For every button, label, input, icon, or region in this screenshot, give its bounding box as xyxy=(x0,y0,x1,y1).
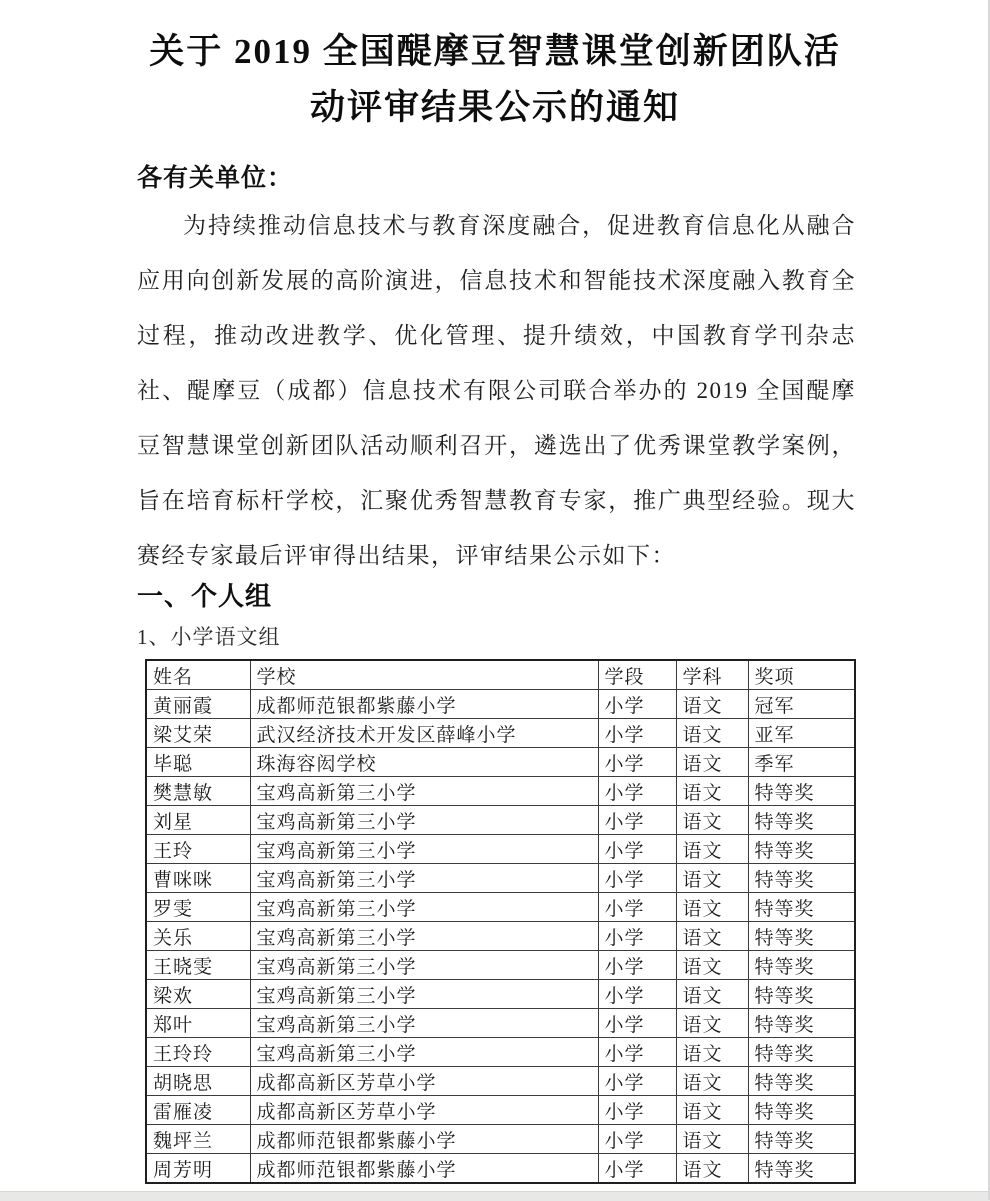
cell-subject: 语文 xyxy=(676,951,748,980)
cell-stage: 小学 xyxy=(598,1154,676,1184)
cell-stage: 小学 xyxy=(598,835,676,864)
cell-award: 冠军 xyxy=(748,690,855,719)
cell-stage: 小学 xyxy=(598,922,676,951)
cell-name: 郑叶 xyxy=(146,1009,250,1038)
cell-award: 特等奖 xyxy=(748,1009,855,1038)
cell-stage: 小学 xyxy=(598,1125,676,1154)
cell-school: 成都师范银都紫藤小学 xyxy=(250,1154,598,1184)
cell-subject: 语文 xyxy=(676,1009,748,1038)
table-row xyxy=(146,922,855,951)
intro-paragraph: 为持续推动信息技术与教育深度融合，促进教育信息化从融合应用向创新发展的高阶演进，信息技术和智能技术深度融入教育全过程，推动改进教学、优化管理、提升绩效，中国教育学刊杂志社、醍摩豆（成都）信息技术有限公司联合举办的 2019 全国醍摩豆智慧课堂创新团队活动顺利召开，遴选出了优秀课堂教学案例，旨在培育标杆学校，汇聚优秀智慧教育专家，推广典型经验。现大赛经专家最后评审得出结果，评审结果公示如下： xyxy=(137,213,856,568)
cell-subject: 语文 xyxy=(676,1125,748,1154)
cell-name: 樊慧敏 xyxy=(146,777,250,806)
salutation: 各有关单位： xyxy=(137,165,294,192)
cell-school: 宝鸡高新第三小学 xyxy=(250,864,598,893)
results-table xyxy=(145,659,856,1184)
column-header-subject: 学科 xyxy=(676,660,748,690)
cell-award: 特等奖 xyxy=(748,777,855,806)
table-row xyxy=(146,748,855,777)
cell-name: 王晓雯 xyxy=(146,951,250,980)
table-row xyxy=(146,835,855,864)
cell-school: 成都师范银都紫藤小学 xyxy=(250,690,598,719)
cell-name: 关乐 xyxy=(146,922,250,951)
cell-stage: 小学 xyxy=(598,806,676,835)
cell-award: 特等奖 xyxy=(748,1125,855,1154)
cell-school: 珠海容闳学校 xyxy=(250,748,598,777)
cell-name: 刘星 xyxy=(146,806,250,835)
cell-subject: 语文 xyxy=(676,719,748,748)
table-row xyxy=(146,1154,855,1184)
cell-school: 宝鸡高新第三小学 xyxy=(250,1009,598,1038)
cell-subject: 语文 xyxy=(676,864,748,893)
cell-subject: 语文 xyxy=(676,1038,748,1067)
cell-award: 特等奖 xyxy=(748,835,855,864)
cell-subject: 语文 xyxy=(676,777,748,806)
cell-stage: 小学 xyxy=(598,777,676,806)
table-row xyxy=(146,1009,855,1038)
cell-name: 黄丽霞 xyxy=(146,690,250,719)
cell-subject: 语文 xyxy=(676,748,748,777)
cell-stage: 小学 xyxy=(598,864,676,893)
table-row xyxy=(146,690,855,719)
table-row xyxy=(146,893,855,922)
cell-stage: 小学 xyxy=(598,1096,676,1125)
cell-name: 周芳明 xyxy=(146,1154,250,1184)
cell-school: 宝鸡高新第三小学 xyxy=(250,951,598,980)
cell-name: 梁艾荣 xyxy=(146,719,250,748)
cell-award: 亚军 xyxy=(748,719,855,748)
cell-award: 特等奖 xyxy=(748,806,855,835)
cell-school: 宝鸡高新第三小学 xyxy=(250,893,598,922)
cell-school: 宝鸡高新第三小学 xyxy=(250,777,598,806)
table-header-row xyxy=(146,660,855,690)
cell-name: 梁欢 xyxy=(146,980,250,1009)
cell-name: 曹咪咪 xyxy=(146,864,250,893)
cell-school: 宝鸡高新第三小学 xyxy=(250,922,598,951)
cell-award: 特等奖 xyxy=(748,1038,855,1067)
cell-stage: 小学 xyxy=(598,748,676,777)
cell-name: 胡晓思 xyxy=(146,1067,250,1096)
cell-award: 特等奖 xyxy=(748,893,855,922)
document-title xyxy=(95,24,895,136)
cell-award: 特等奖 xyxy=(748,1067,855,1096)
cell-name: 魏坪兰 xyxy=(146,1125,250,1154)
cell-stage: 小学 xyxy=(598,1038,676,1067)
cell-name: 王玲玲 xyxy=(146,1038,250,1067)
cell-school: 成都师范银都紫藤小学 xyxy=(250,1125,598,1154)
cell-subject: 语文 xyxy=(676,1067,748,1096)
column-header-stage: 学段 xyxy=(598,660,676,690)
cell-stage: 小学 xyxy=(598,719,676,748)
column-header-award: 奖项 xyxy=(748,660,855,690)
table-row xyxy=(146,806,855,835)
table-row xyxy=(146,864,855,893)
cell-school: 宝鸡高新第三小学 xyxy=(250,1038,598,1067)
cell-subject: 语文 xyxy=(676,922,748,951)
section-heading-individual-group: 一、个人组 xyxy=(137,582,273,611)
cell-school: 武汉经济技术开发区薛峰小学 xyxy=(250,719,598,748)
cell-stage: 小学 xyxy=(598,980,676,1009)
cell-subject: 语文 xyxy=(676,806,748,835)
cell-award: 特等奖 xyxy=(748,1154,855,1184)
table-row xyxy=(146,1096,855,1125)
cell-subject: 语文 xyxy=(676,893,748,922)
cell-stage: 小学 xyxy=(598,690,676,719)
document-title-line1: 关于 2019 全国醍摩豆智慧课堂创新团队活 xyxy=(149,32,841,71)
cell-school: 成都高新区芳草小学 xyxy=(250,1067,598,1096)
cell-subject: 语文 xyxy=(676,1154,748,1184)
cell-award: 特等奖 xyxy=(748,1096,855,1125)
table-row xyxy=(146,980,855,1009)
table-row xyxy=(146,951,855,980)
cell-name: 雷雁凌 xyxy=(146,1096,250,1125)
table-row xyxy=(146,777,855,806)
cell-subject: 语文 xyxy=(676,690,748,719)
cell-name: 罗雯 xyxy=(146,893,250,922)
cell-name: 毕聪 xyxy=(146,748,250,777)
cell-award: 季军 xyxy=(748,748,855,777)
table-row xyxy=(146,1038,855,1067)
column-header-school: 学校 xyxy=(250,660,598,690)
cell-stage: 小学 xyxy=(598,893,676,922)
cell-subject: 语文 xyxy=(676,1096,748,1125)
cell-name: 王玲 xyxy=(146,835,250,864)
cell-award: 特等奖 xyxy=(748,980,855,1009)
cell-school: 成都高新区芳草小学 xyxy=(250,1096,598,1125)
cell-school: 宝鸡高新第三小学 xyxy=(250,835,598,864)
document-title-line2: 动评审结果公示的通知 xyxy=(309,88,680,127)
cell-subject: 语文 xyxy=(676,835,748,864)
cell-stage: 小学 xyxy=(598,1009,676,1038)
cell-award: 特等奖 xyxy=(748,951,855,980)
table-row xyxy=(146,1067,855,1096)
cell-stage: 小学 xyxy=(598,951,676,980)
cell-school: 宝鸡高新第三小学 xyxy=(250,980,598,1009)
cell-school: 宝鸡高新第三小学 xyxy=(250,806,598,835)
cell-award: 特等奖 xyxy=(748,864,855,893)
cell-subject: 语文 xyxy=(676,980,748,1009)
table-row xyxy=(146,1125,855,1154)
column-header-name: 姓名 xyxy=(146,660,250,690)
table-row xyxy=(146,719,855,748)
cell-stage: 小学 xyxy=(598,1067,676,1096)
subsection-heading-primary-chinese-group: 1、小学语文组 xyxy=(137,625,281,649)
cell-award: 特等奖 xyxy=(748,922,855,951)
